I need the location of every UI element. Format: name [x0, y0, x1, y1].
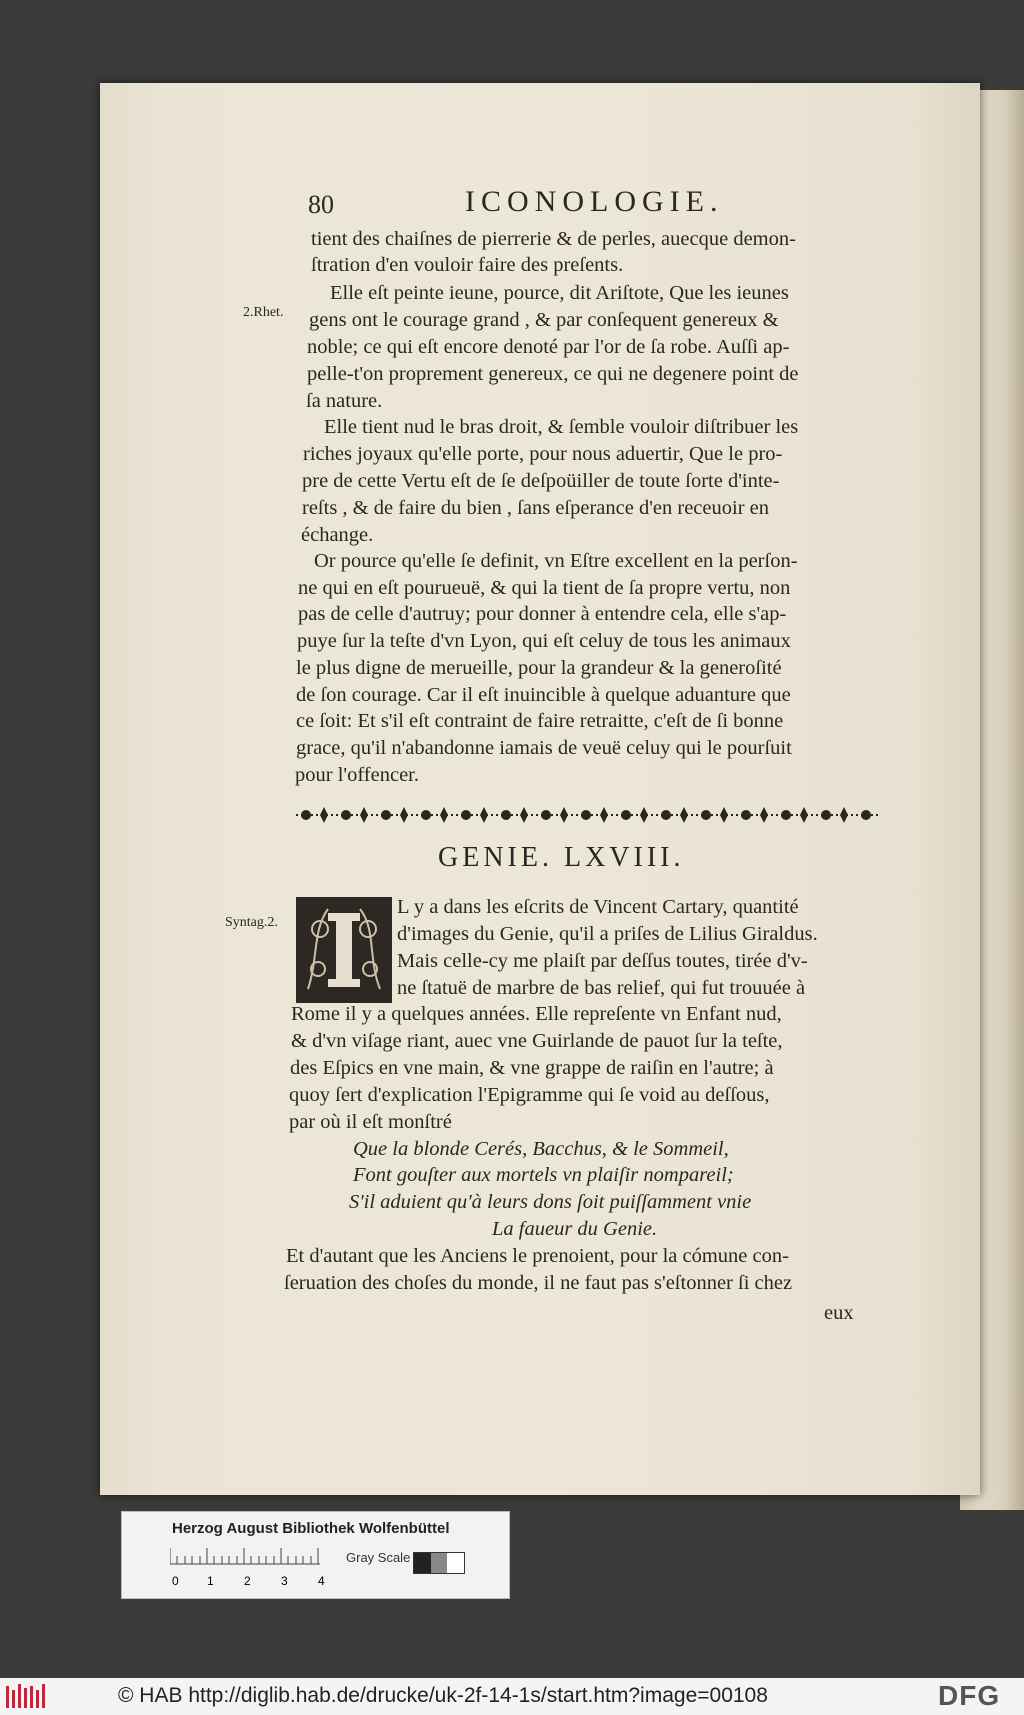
footer-bar [0, 1678, 1024, 1715]
scale-number: 4 [318, 1574, 325, 1588]
text-line: pas de celle d'autruy; pour donner à entendre cela, elle s'ap- [298, 603, 787, 625]
text-line: noble; ce qui eſt encore denoté par l'or de ſa robe. Auſſi ap- [307, 336, 790, 358]
text-line: de ſon courage. Car il eſt inuincible à quelque aduanture que [296, 684, 791, 706]
text-line: reſts , & de faire du bien , ſans eſperance d'en receuoir en [302, 497, 770, 519]
text-line: Or pource qu'elle ſe definit, vn Eſtre excellent en la perſon- [314, 550, 798, 572]
text-line: grace, qu'il n'abandonne iamais de veuë celuy qui le pourſuit [296, 737, 792, 759]
ruler-icon [170, 1546, 320, 1566]
ornament-band [296, 803, 878, 827]
text-line: par où il eſt monſtré [289, 1111, 452, 1133]
gray-scale-label: Gray Scale [346, 1550, 411, 1565]
scale-number: 3 [281, 1574, 288, 1588]
margin-note-rhet: 2.Rhet. [243, 305, 284, 320]
text-line: ce ſoit: Et s'il eſt contraint de faire retraitte, c'eſt de ſi bonne [296, 710, 784, 732]
scale-number: 0 [172, 1574, 179, 1588]
verse-line: Font gouſter aux mortels vn plaiſir nompareil; [353, 1164, 734, 1186]
text-line: des Eſpics en vne main, & vne grappe de raiſin en l'autre; à [290, 1057, 774, 1079]
verse-line: Que la blonde Cerés, Bacchus, & le Sommeil, [353, 1138, 729, 1160]
text-line: tient des chaiſnes de pierrerie & de perles, auecque demon- [311, 228, 796, 250]
text-line: Rome il y a quelques années. Elle repreſente vn Enfant nud, [291, 1003, 782, 1025]
text-line: ſtration d'en vouloir faire des preſents. [311, 254, 624, 276]
text-line: le plus digne de merueille, pour la grandeur & la generoſité [296, 657, 782, 679]
copyright-url[interactable]: © HAB http://diglib.hab.de/drucke/uk-2f-14-1s/start.htm?image=00108 [118, 1684, 768, 1707]
text-line: puye ſur la teſte d'vn Lyon, qui eſt celuy de tous les animaux [297, 630, 791, 652]
text-line: Elle tient nud le bras droit, & ſemble vouloir diſtribuer les [324, 416, 799, 438]
text-line: d'images du Genie, qu'il a priſes de Lilius Giraldus. [397, 923, 818, 945]
text-line: ne qui en eſt pourueuë, & qui la tient de ſa propre vertu, non [298, 577, 791, 599]
text-line: Mais celle-cy me plaiſt par deſſus toutes, tirée d'v- [397, 950, 808, 972]
text-line: ſeruation des choſes du monde, il ne faut pas s'eſtonner ſi chez [284, 1272, 793, 1294]
running-head: ICONOLOGIE. [465, 185, 724, 218]
text-line: ne ſtatuë de marbre de bas relief, qui fut trouuée à [397, 977, 806, 999]
catchword: eux [824, 1302, 854, 1324]
text-line: gens ont le courage grand , & par conſequent genereux & [309, 309, 779, 331]
page-number: 80 [308, 190, 334, 219]
scale-number: 2 [244, 1574, 251, 1588]
gray-scale-swatch [413, 1552, 465, 1574]
verse-line: S'il aduient qu'à leurs dons ſoit puiſſamment vnie [349, 1191, 752, 1213]
text-line: pour l'offencer. [295, 764, 419, 786]
scale-number: 1 [207, 1574, 214, 1588]
floral-initial-icon [298, 899, 390, 1001]
decorated-initial [296, 897, 392, 1003]
text-line: & d'vn viſage riant, auec vne Guirlande de pauot ſur la teſte, [291, 1030, 783, 1052]
margin-note-syntag: Syntag.2. [225, 915, 278, 930]
dfg-logo: DFG [938, 1680, 1001, 1711]
barcode-logo-icon [6, 1684, 46, 1710]
text-line: Elle eſt peinte ieune, pource, dit Ariſtote, Que les ieunes [330, 282, 789, 304]
section-title: GENIE. LXVIII. [438, 842, 685, 873]
text-line: échange. [301, 524, 374, 546]
text-line: pre de cette Vertu eſt de ſe deſpoüiller de toute ſorte d'inte- [302, 470, 780, 492]
library-name: Herzog August Bibliothek Wolfenbüttel [172, 1520, 450, 1537]
text-line: ſa nature. [306, 390, 383, 412]
text-line: L y a dans les eſcrits de Vincent Cartary, quantité [397, 896, 799, 918]
text-line: riches joyaux qu'elle porte, pour nous aduertir, Que le pro- [303, 443, 783, 465]
text-line: quoy ſert d'explication l'Epigramme qui ſe void au deſſous, [289, 1084, 770, 1106]
verse-line: La faueur du Genie. [492, 1218, 658, 1240]
text-line: Et d'autant que les Anciens le prenoient, pour la cómune con- [286, 1245, 789, 1267]
text-line: pelle-t'on proprement genereux, ce qui ne degenere point de [307, 363, 799, 385]
scale-card [121, 1511, 510, 1599]
